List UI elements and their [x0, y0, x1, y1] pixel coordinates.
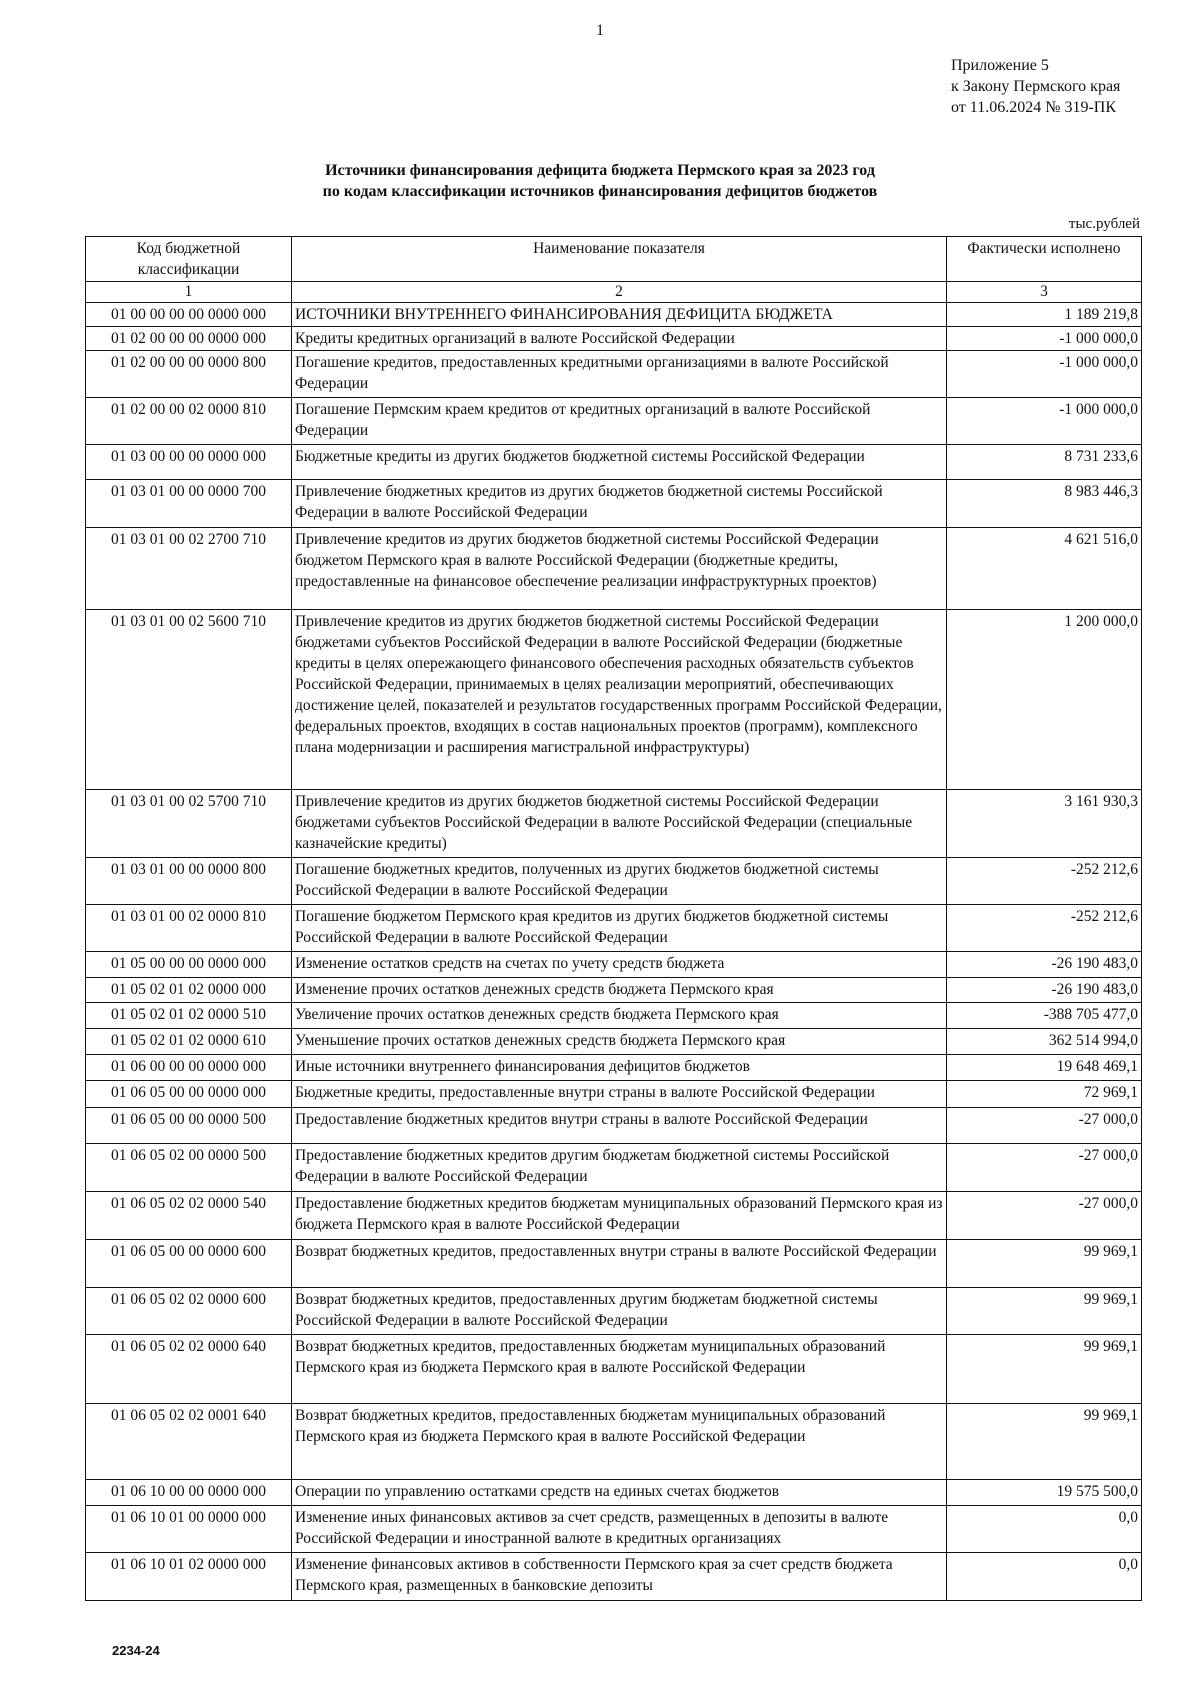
column-number-2: 2 [292, 282, 947, 303]
row-code: 01 03 01 00 02 5600 710 [86, 610, 292, 790]
row-name: Кредиты кредитных организаций в валюте Российской Федерации [292, 327, 947, 351]
row-code: 01 05 02 01 02 0000 610 [86, 1029, 292, 1055]
row-value: 99 969,1 [947, 1240, 1142, 1288]
row-name: Операции по управлению остатками средств на единых счетах бюджетов [292, 1480, 947, 1506]
row-value: -252 212,6 [947, 858, 1142, 905]
appendix-reference [951, 55, 1120, 118]
row-name: Погашение бюджетом Пермского края кредитов из других бюджетов бюджетной системы Российской Федерации в валюте Российской Федерации [292, 905, 947, 952]
row-value: 1 189 219,8 [947, 303, 1142, 327]
row-value: 99 969,1 [947, 1288, 1142, 1335]
row-code: 01 03 01 00 02 5700 710 [86, 790, 292, 858]
row-name: Погашение бюджетных кредитов, полученных из других бюджетов бюджетной системы Российской Федерации в валюте Российской Федерации [292, 858, 947, 905]
row-value: -27 000,0 [947, 1108, 1142, 1144]
row-code: 01 06 05 02 02 0001 640 [86, 1404, 292, 1480]
table-row [86, 398, 1142, 445]
row-value: 1 200 000,0 [947, 610, 1142, 790]
table-row [86, 1480, 1142, 1506]
table-row [86, 905, 1142, 952]
row-code: 01 03 01 00 00 0000 700 [86, 480, 292, 528]
table-row [86, 1108, 1142, 1144]
appendix-line-1: Приложение 5 [951, 57, 1049, 74]
row-name: Предоставление бюджетных кредитов внутри страны в валюте Российской Федерации [292, 1108, 947, 1144]
table-row [86, 1055, 1142, 1081]
table-row [86, 610, 1142, 790]
row-name: Уменьшение прочих остатков денежных средств бюджета Пермского края [292, 1029, 947, 1055]
table-row [86, 858, 1142, 905]
row-code: 01 03 01 00 02 2700 710 [86, 528, 292, 610]
header-value: Фактически исполнено [947, 237, 1142, 282]
table-row [86, 1288, 1142, 1335]
row-name: Изменение остатков средств на счетах по учету средств бюджета [292, 952, 947, 978]
document-registration-code: 2234-24 [112, 1643, 160, 1658]
table-row [86, 1003, 1142, 1029]
header-code: Код бюджетной классификации [86, 237, 292, 282]
row-name: Изменение иных финансовых активов за счет средств, размещенных в депозиты в валюте Российской Федерации и иностранной валюте в кредитных организациях [292, 1506, 947, 1553]
row-value: -27 000,0 [947, 1192, 1142, 1240]
row-value: -1 000 000,0 [947, 398, 1142, 445]
row-value: 362 514 994,0 [947, 1029, 1142, 1055]
row-name: ИСТОЧНИКИ ВНУТРЕННЕГО ФИНАНСИРОВАНИЯ ДЕФИЦИТА БЮДЖЕТА [292, 303, 947, 327]
row-code: 01 06 10 01 02 0000 000 [86, 1553, 292, 1601]
budget-sources-table [85, 236, 1142, 1601]
row-name: Бюджетные кредиты из других бюджетов бюджетной системы Российской Федерации [292, 445, 947, 480]
column-number-1: 1 [86, 282, 292, 303]
row-name: Возврат бюджетных кредитов, предоставленных бюджетам муниципальных образований Пермского края из бюджета Пермского края в валюте Российской Федерации [292, 1335, 947, 1404]
table-row [86, 351, 1142, 398]
row-value: 72 969,1 [947, 1081, 1142, 1108]
row-value: -27 000,0 [947, 1144, 1142, 1192]
row-code: 01 06 05 02 02 0000 540 [86, 1192, 292, 1240]
row-code: 01 00 00 00 00 0000 000 [86, 303, 292, 327]
row-name: Изменение финансовых активов в собственности Пермского края за счет средств бюджета Пермского края, размещенных в банковские депозиты [292, 1553, 947, 1601]
title-line-1: Источники финансирования дефицита бюджета Пермского края за 2023 год [325, 162, 875, 179]
row-name: Привлечение кредитов из других бюджетов бюджетной системы Российской Федерации бюджетами субъектов Российской Федерации в валюте Российской Федерации (бюджетные кредиты в целях опережающего финансового обеспечения расходных обязательств субъектов Российской Федерации, принимаемых в целях реализации мероприятий, обеспечивающих достижение целей, показателей и результатов государственных программ Российской Федерации, федеральных проектов, входящих в состав национальных проектов (программ), комплексного плана модернизации и расширения магистральной инфраструктуры) [292, 610, 947, 790]
table-row [86, 952, 1142, 978]
row-value: 0,0 [947, 1553, 1142, 1601]
row-value: -388 705 477,0 [947, 1003, 1142, 1029]
row-value: 8 731 233,6 [947, 445, 1142, 480]
header-name: Наименование показателя [292, 237, 947, 282]
column-number-row [86, 282, 1142, 303]
row-value: 19 575 500,0 [947, 1480, 1142, 1506]
table-row [86, 1506, 1142, 1553]
appendix-line-3: от 11.06.2024 № 319-ПК [951, 99, 1117, 116]
row-code: 01 02 00 00 02 0000 810 [86, 398, 292, 445]
row-name: Увеличение прочих остатков денежных средств бюджета Пермского края [292, 1003, 947, 1029]
row-name: Возврат бюджетных кредитов, предоставленных другим бюджетам бюджетной системы Российской Федерации в валюте Российской Федерации [292, 1288, 947, 1335]
table-row [86, 1335, 1142, 1404]
row-value: -1 000 000,0 [947, 327, 1142, 351]
row-code: 01 06 10 01 00 0000 000 [86, 1506, 292, 1553]
table-row [86, 1553, 1142, 1601]
row-value: -26 190 483,0 [947, 978, 1142, 1003]
row-name: Погашение Пермским краем кредитов от кредитных организаций в валюте Российской Федерации [292, 398, 947, 445]
table-row [86, 1081, 1142, 1108]
row-name: Иные источники внутреннего финансирования дефицитов бюджетов [292, 1055, 947, 1081]
table-row [86, 480, 1142, 528]
row-value: 8 983 446,3 [947, 480, 1142, 528]
table-row [86, 978, 1142, 1003]
row-code: 01 02 00 00 00 0000 800 [86, 351, 292, 398]
row-name: Погашение кредитов, предоставленных кредитными организациями в валюте Российской Федерации [292, 351, 947, 398]
table-row [86, 1144, 1142, 1192]
row-name: Предоставление бюджетных кредитов бюджетам муниципальных образований Пермского края из бюджета Пермского края в валюте Российской Федерации [292, 1192, 947, 1240]
table-row [86, 528, 1142, 610]
row-value: -252 212,6 [947, 905, 1142, 952]
table-row [86, 790, 1142, 858]
row-value: 4 621 516,0 [947, 528, 1142, 610]
row-code: 01 06 05 00 00 0000 000 [86, 1081, 292, 1108]
row-value: -1 000 000,0 [947, 351, 1142, 398]
row-name: Возврат бюджетных кредитов, предоставленных бюджетам муниципальных образований Пермского края из бюджета Пермского края в валюте Российской Федерации [292, 1404, 947, 1480]
row-code: 01 06 05 02 00 0000 500 [86, 1144, 292, 1192]
row-value: 0,0 [947, 1506, 1142, 1553]
row-name: Привлечение кредитов из других бюджетов бюджетной системы Российской Федерации бюджетом Пермского края в валюте Российской Федерации (бюджетные кредиты, предоставленные на финансовое обеспечение реализации инфраструктурных проектов) [292, 528, 947, 610]
row-code: 01 06 05 02 02 0000 600 [86, 1288, 292, 1335]
row-code: 01 06 00 00 00 0000 000 [86, 1055, 292, 1081]
table-row [86, 1240, 1142, 1288]
table-row [86, 1404, 1142, 1480]
row-code: 01 05 02 01 02 0000 000 [86, 978, 292, 1003]
document-title [0, 160, 1200, 202]
title-line-2: по кодам классификации источников финансирования дефицитов бюджетов [322, 183, 878, 200]
row-name: Бюджетные кредиты, предоставленные внутри страны в валюте Российской Федерации [292, 1081, 947, 1108]
row-code: 01 06 05 02 02 0000 640 [86, 1335, 292, 1404]
row-name: Возврат бюджетных кредитов, предоставленных внутри страны в валюте Российской Федерации [292, 1240, 947, 1288]
row-code: 01 02 00 00 00 0000 000 [86, 327, 292, 351]
units-label: тыс.рублей [1068, 216, 1140, 232]
row-name: Привлечение бюджетных кредитов из других бюджетов бюджетной системы Российской Федерации в валюте Российской Федерации [292, 480, 947, 528]
row-code: 01 06 10 00 00 0000 000 [86, 1480, 292, 1506]
row-value: -26 190 483,0 [947, 952, 1142, 978]
table-row [86, 327, 1142, 351]
row-name: Предоставление бюджетных кредитов другим бюджетам бюджетной системы Российской Федерации в валюте Российской Федерации [292, 1144, 947, 1192]
row-code: 01 03 01 00 02 0000 810 [86, 905, 292, 952]
table-header-row [86, 237, 1142, 282]
row-code: 01 03 00 00 00 0000 000 [86, 445, 292, 480]
row-code: 01 03 01 00 00 0000 800 [86, 858, 292, 905]
appendix-line-2: к Закону Пермского края [951, 78, 1121, 95]
row-name: Привлечение кредитов из других бюджетов бюджетной системы Российской Федерации бюджетами субъектов Российской Федерации в валюте Российской Федерации (специальные казначейские кредиты) [292, 790, 947, 858]
row-value: 99 969,1 [947, 1335, 1142, 1404]
table-row [86, 445, 1142, 480]
page-number: 1 [596, 22, 604, 39]
row-value: 19 648 469,1 [947, 1055, 1142, 1081]
table-row [86, 1192, 1142, 1240]
row-value: 99 969,1 [947, 1404, 1142, 1480]
column-number-3: 3 [947, 282, 1142, 303]
table-row [86, 1029, 1142, 1055]
row-code: 01 06 05 00 00 0000 600 [86, 1240, 292, 1288]
row-value: 3 161 930,3 [947, 790, 1142, 858]
table-row [86, 303, 1142, 327]
row-name: Изменение прочих остатков денежных средств бюджета Пермского края [292, 978, 947, 1003]
row-code: 01 05 00 00 00 0000 000 [86, 952, 292, 978]
row-code: 01 06 05 00 00 0000 500 [86, 1108, 292, 1144]
row-code: 01 05 02 01 02 0000 510 [86, 1003, 292, 1029]
